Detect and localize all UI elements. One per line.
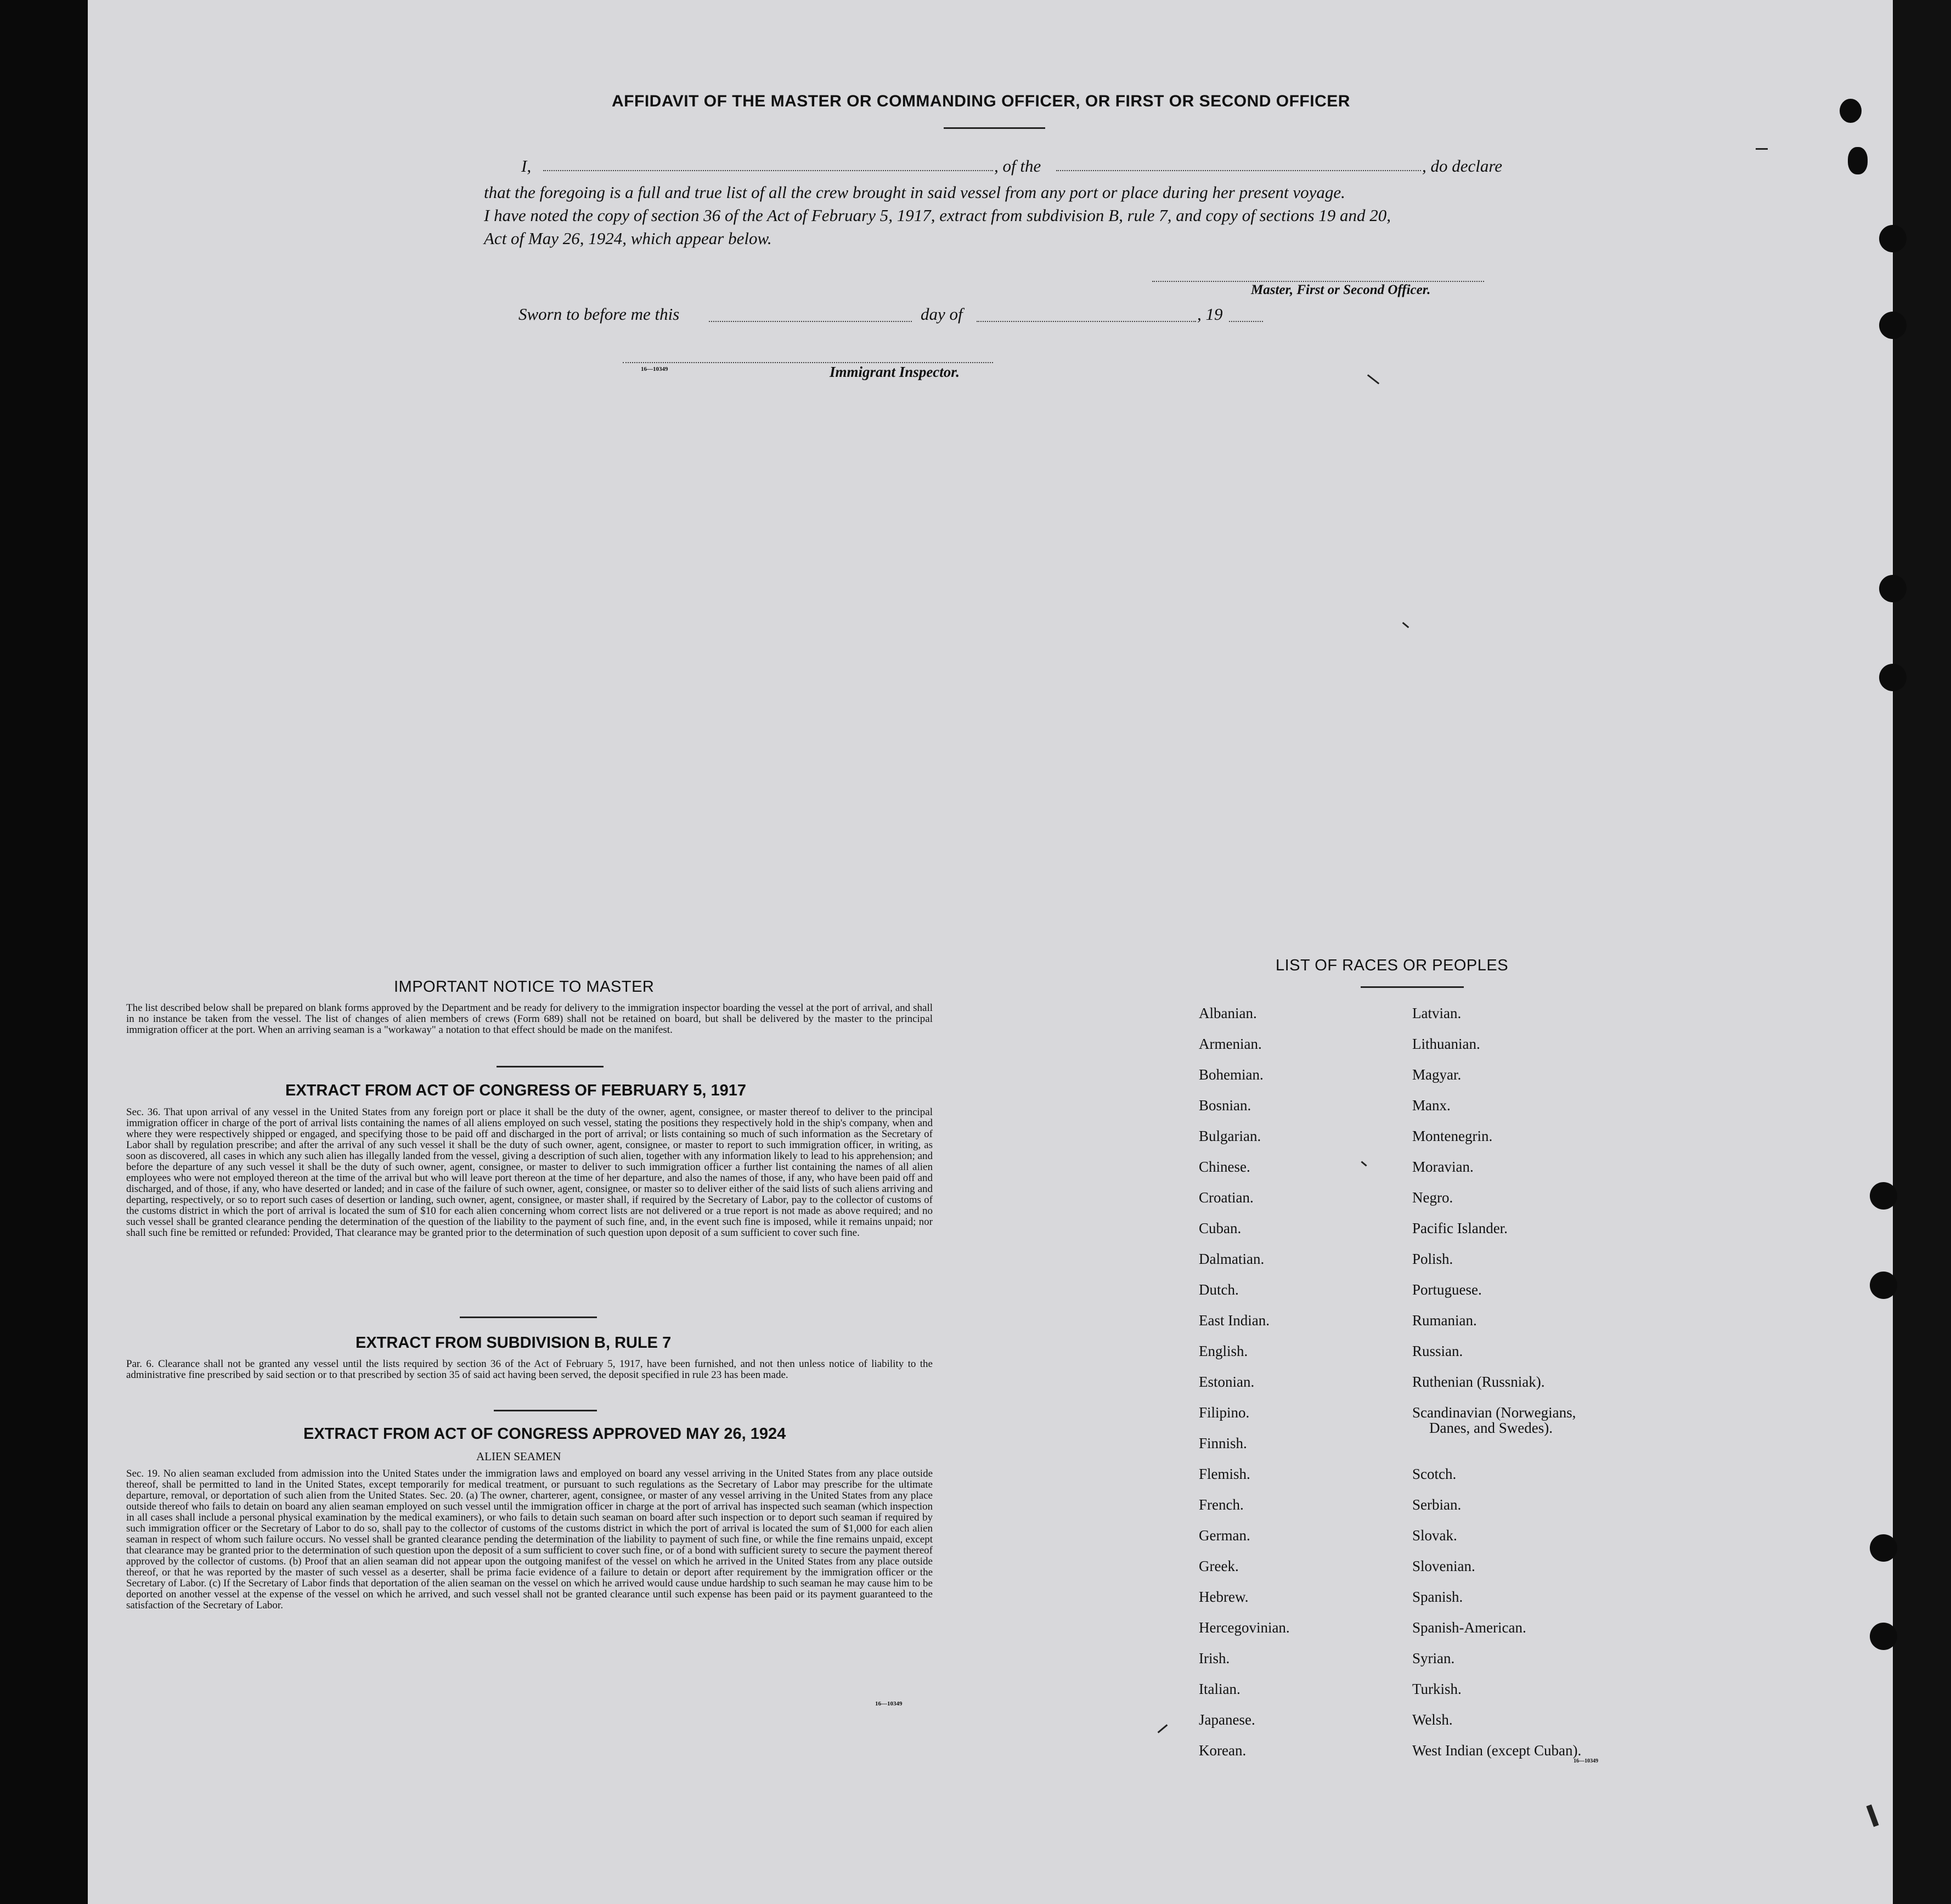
race-item: Dutch. <box>1199 1281 1239 1298</box>
extract-rule7-text: Par. 6. Clearance shall not be granted any vessel until the lists required by section 36 of the Act of February 5, 1917, have been furnished, and not then unless notice of liability to the administrative fine prescribed by said section or to that prescribed by section 35 of said act having been served, the deposit specified in rule 23 has been made. <box>126 1358 933 1381</box>
race-item: Slovak. <box>1412 1527 1457 1544</box>
race-item: Ruthenian (Russniak). <box>1412 1374 1545 1390</box>
race-item: West Indian (except Cuban). <box>1412 1742 1582 1759</box>
affidavit-line-1: that the foregoing is a full and true list of all the crew brought in said vessel from any port or place during her present voyage. <box>484 183 1345 202</box>
extract-1924-heading: EXTRACT FROM ACT OF CONGRESS APPROVED MAY 26, 1924 <box>303 1425 786 1443</box>
race-item: Bohemian. <box>1199 1066 1264 1083</box>
form-number-top: 16—10349 <box>641 366 668 372</box>
race-item: Hercegovinian. <box>1199 1619 1290 1636</box>
document-page <box>88 0 1893 1904</box>
race-item: Scotch. <box>1412 1466 1457 1482</box>
master-signature-line[interactable] <box>1152 275 1484 282</box>
race-item: Slovenian. <box>1412 1558 1475 1574</box>
inspector-signature-line[interactable] <box>623 357 993 363</box>
affidavit-line-3: Act of May 26, 1924, which appear below. <box>484 229 772 248</box>
race-item: Spanish. <box>1412 1589 1463 1605</box>
race-item: Flemish. <box>1199 1466 1250 1482</box>
year-label: , 19 <box>1197 304 1223 324</box>
sworn-day-field[interactable] <box>709 310 912 322</box>
extract-1917-text: Sec. 36. That upon arrival of any vessel in the United States from any foreign port or place it shall be the duty of the owner, agent, consignee, or master thereof to deliver to the principal immigration officer in charge of the port of arrival lists containing the names of all aliens employed on such vessel, stating the positions they respectively hold in the ship's company, when and where they were respectively shipped or engaged, and specifying those to be paid off and discharged in the port of arrival; or lists containing so much of such information as the Secretary of Labor shall by regulation prescribe; and after the arrival of any such vessel it shall be the duty of such owner, agent, consignee, or master to report to such immigration officer, in writing, as soon as discovered, all cases in which any such alien has illegally landed from the vessel, giving a description of such alien, together with any information likely to lead to his apprehension; and before the departure of any such vessel it shall be the duty of such owner, agent, consignee, or master to deliver to such immigration officer a further list containing the names of all alien employees who were not employed thereon at the time of the arrival but who will leave port thereon at the time of her departure, and also the names of those, if any, who have been paid off and discharged, and of those, if any, who have deserted or landed; and in case of the failure of such owner, agent, consignee, or master so to deliver either of the said lists of such aliens arriving and departing, respectively, or so to report such cases of desertion or landing, such owner, agent, consignee, or master shall, if required by the Secretary of Labor, pay to the collector of customs of the customs district in which the port of arrival is located the sum of $10 for each alien concerning whom correct lists are not delivered or a true report is not made as above required; and no such vessel shall be granted clearance pending the determination of the question of the liability to the payment of such fine, and, in the event such fine is imposed, while it remains unpaid; nor shall such fine be remitted or refunded: Provided, That clearance may be granted prior to the determination of such question upon deposit of a sum sufficient to cover such fine. <box>126 1106 933 1239</box>
race-item: Magyar. <box>1412 1066 1462 1083</box>
binder-hole <box>1870 1623 1897 1650</box>
sworn-month-field[interactable] <box>977 310 1196 322</box>
affidavit-body <box>484 181 1526 250</box>
race-item: Dalmatian. <box>1199 1251 1265 1267</box>
race-item: Rumanian. <box>1412 1312 1477 1329</box>
race-item: Bulgarian. <box>1199 1128 1261 1144</box>
races-underline <box>1361 986 1464 988</box>
form-number-bottom-left: 16—10349 <box>875 1700 903 1707</box>
race-item: Turkish. <box>1412 1681 1462 1697</box>
binder-hole <box>1879 575 1907 602</box>
alien-seamen-subheading: ALIEN SEAMEN <box>476 1450 561 1463</box>
race-item: Hebrew. <box>1199 1589 1249 1605</box>
vessel-field[interactable] <box>1056 159 1421 171</box>
binder-hole <box>1870 1534 1897 1562</box>
race-item: Japanese. <box>1199 1711 1255 1728</box>
race-item: Chinese. <box>1199 1159 1250 1175</box>
race-item: Negro. <box>1412 1189 1453 1206</box>
race-item: Bosnian. <box>1199 1097 1251 1114</box>
race-item: Serbian. <box>1412 1496 1462 1513</box>
divider-2 <box>460 1317 597 1318</box>
race-item: Latvian. <box>1412 1005 1462 1021</box>
race-item: French. <box>1199 1496 1244 1513</box>
affidavit-title: AFFIDAVIT OF THE MASTER OR COMMANDING OFFICER, OR FIRST OR SECOND OFFICER <box>612 92 1350 110</box>
inspector-caption: Immigrant Inspector. <box>830 364 960 380</box>
race-item: East Indian. <box>1199 1312 1270 1329</box>
master-signature-caption: Master, First or Second Officer. <box>1251 283 1431 297</box>
binder-hole <box>1870 1272 1897 1299</box>
affidavit-i-label: I, <box>521 156 532 176</box>
divider-1 <box>497 1066 604 1067</box>
race-item: Filipino. <box>1199 1404 1250 1421</box>
binder-hole <box>1848 147 1868 174</box>
sworn-year-field[interactable] <box>1229 310 1263 322</box>
race-item: German. <box>1199 1527 1250 1544</box>
scan-mark <box>1756 148 1768 150</box>
sworn-label: Sworn to before me this <box>518 304 680 324</box>
race-item: Pacific Islander. <box>1412 1220 1508 1236</box>
race-item: Syrian. <box>1412 1650 1455 1666</box>
race-item: Finnish. <box>1199 1435 1247 1451</box>
notice-heading: IMPORTANT NOTICE TO MASTER <box>394 978 655 996</box>
race-item: Estonian. <box>1199 1374 1255 1390</box>
race-item: Moravian. <box>1412 1159 1474 1175</box>
race-item: English. <box>1199 1343 1248 1359</box>
race-item: Cuban. <box>1199 1220 1242 1236</box>
binder-hole <box>1840 99 1862 123</box>
binder-hole <box>1870 1182 1897 1210</box>
race-item: Welsh. <box>1412 1711 1453 1728</box>
race-item: Irish. <box>1199 1650 1230 1666</box>
extract-rule7-heading: EXTRACT FROM SUBDIVISION B, RULE 7 <box>356 1334 672 1352</box>
affidavit-line-2: I have noted the copy of section 36 of the Act of February 5, 1917, extract from subdivision B, rule 7, and copy of sections 19 and 20, <box>484 206 1391 225</box>
name-field[interactable] <box>543 159 993 171</box>
race-item: Greek. <box>1199 1558 1239 1574</box>
title-underline <box>944 127 1045 129</box>
binder-hole <box>1879 312 1907 339</box>
scan-dark-border <box>0 0 88 1904</box>
race-item: Scandinavian (Norwegians, <box>1412 1404 1576 1421</box>
race-item: Armenian. <box>1199 1036 1262 1052</box>
extract-1924-text: Sec. 19. No alien seaman excluded from admission into the United States under the immigration laws and employed on board any vessel arriving in the United States from any place outside thereof, shall be permitted to land in the United States, except temporarily for medical treatment, or pursuant to such regulations as the Secretary of Labor may prescribe for the ultimate departure, removal, or deportation of such alien from the United States. Sec. 20. (a) The owner, charterer, agent, consignee, or master of any vessel arriving in the United States from any place outside thereof who fails to detain on board any alien seaman employed on such vessel until the immigration officer in charge at the port of arrival has inspected such seaman (which inspection in all cases shall include a personal physical examination by the medical examiners), or who fails to detain such seaman on board after such inspection or to deport such seaman if required by such immigration officer or the Secretary of Labor to do so, shall pay to the collector of customs of the customs district in which the port of arrival is located the sum of $1,000 for each alien seaman in respect of whom such failure occurs. No vessel shall be granted clearance pending the determination of the liability to payment of such fine, or while the fine remains unpaid, except that clearance may be granted prior to the determination of such question upon the deposit of a sum sufficient to cover such fine, or of a bond with sufficient surety to secure the payment thereof approved by the collector of customs. (b) Proof that an alien seaman did not appear upon the outgoing manifest of the vessel on which he arrived in the United States from any place outside thereof, or that he was reported by the master of such vessel as a deserter, shall be prima facie evidence of a failure to detain or deport after requirement by the immigration officer or the Secretary of Labor. (c) If the Secretary of Labor finds that deportation of the alien seaman on the vessel on which he arrived would cause undue hardship to such seaman he may cause him to be deported on another vessel at the expense of the vessel on which he arrived, and such vessel shall not be granted clearance until such expense has been paid or its payment guaranteed to the satisfaction of the Secretary of Labor. <box>126 1468 933 1611</box>
race-item: Russian. <box>1412 1343 1463 1359</box>
divider-3 <box>494 1410 597 1411</box>
affidavit-of-the-label: , of the <box>994 156 1041 176</box>
race-item: Albanian. <box>1199 1005 1257 1021</box>
binder-hole <box>1879 664 1907 691</box>
race-item: Manx. <box>1412 1097 1451 1114</box>
binder-hole <box>1879 225 1907 252</box>
race-item: Danes, and Swedes). <box>1429 1420 1553 1436</box>
race-item: Spanish-American. <box>1412 1619 1526 1636</box>
form-number-bottom-right: 16—10349 <box>1574 1758 1598 1764</box>
race-item: Polish. <box>1412 1251 1453 1267</box>
affidavit-do-declare-label: , do declare <box>1422 156 1503 176</box>
race-item: Croatian. <box>1199 1189 1254 1206</box>
race-item: Portuguese. <box>1412 1281 1482 1298</box>
extract-1917-heading: EXTRACT FROM ACT OF CONGRESS OF FEBRUARY 5, 1917 <box>285 1082 747 1099</box>
race-item: Italian. <box>1199 1681 1240 1697</box>
notice-text: The list described below shall be prepared on blank forms approved by the Department and be ready for delivery to the immigration inspector boarding the vessel at the port of arrival, and shall in no instance be taken from the vessel. The list of changes of alien members of crews (Form 689) shall not be retained on board, but shall be delivered by the master to the principal immigration officer at the port. When an arriving seaman is a "workaway" a notation to that effect should be made on the manifest. <box>126 1002 933 1036</box>
race-item: Korean. <box>1199 1742 1247 1759</box>
race-item: Montenegrin. <box>1412 1128 1493 1144</box>
race-item: Lithuanian. <box>1412 1036 1480 1052</box>
races-heading: LIST OF RACES OR PEOPLES <box>1276 957 1509 974</box>
day-of-label: day of <box>921 304 963 324</box>
